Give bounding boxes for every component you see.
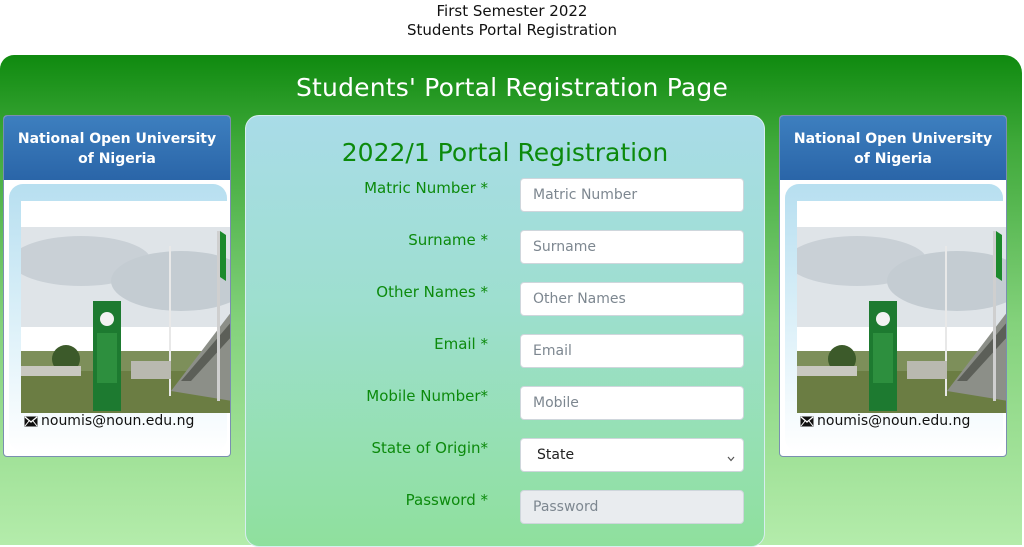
university-card-left [3, 115, 231, 457]
contact-email-text: noumis@noun.edu.ng [41, 413, 195, 429]
university-card-header [780, 116, 1006, 180]
password-label: Password * [405, 491, 488, 509]
campus-photo [21, 201, 231, 413]
envelope-icon [24, 415, 38, 431]
mobile-number-label: Mobile Number* [366, 387, 488, 405]
mobile-input[interactable] [520, 386, 744, 420]
university-card-header [4, 116, 230, 180]
state-of-origin-label: State of Origin* [371, 439, 488, 457]
state-select-value: State [537, 447, 575, 463]
state-select[interactable] [520, 438, 744, 472]
registration-form [245, 115, 765, 547]
form-title: 2022/1 Portal Registration [341, 138, 669, 167]
semester-heading: First Semester 2022 [436, 2, 588, 20]
page-header [0, 2, 1024, 40]
university-name-line2: of Nigeria [854, 151, 932, 167]
surname-input[interactable] [520, 230, 744, 264]
page-title: Students' Portal Registration Page [295, 73, 729, 102]
campus-photo [797, 201, 1007, 413]
other-names-input[interactable] [520, 282, 744, 316]
email-label: Email * [434, 335, 488, 353]
other-names-label: Other Names * [376, 283, 488, 301]
chevron-down-icon [727, 450, 735, 466]
matric-number-input[interactable] [520, 178, 744, 212]
contact-email [24, 413, 194, 431]
password-input[interactable] [520, 490, 744, 524]
email-input[interactable] [520, 334, 744, 368]
envelope-icon [800, 415, 814, 431]
surname-label: Surname * [408, 231, 488, 249]
university-name-line2: of Nigeria [78, 151, 156, 167]
registration-heading: Students Portal Registration [407, 21, 617, 39]
contact-email [800, 413, 970, 431]
matric-number-label: Matric Number * [364, 179, 488, 197]
university-name-line1: National Open University [17, 131, 217, 147]
contact-email-text: noumis@noun.edu.ng [817, 413, 971, 429]
university-card-right [779, 115, 1007, 457]
university-name-line1: National Open University [793, 131, 993, 147]
